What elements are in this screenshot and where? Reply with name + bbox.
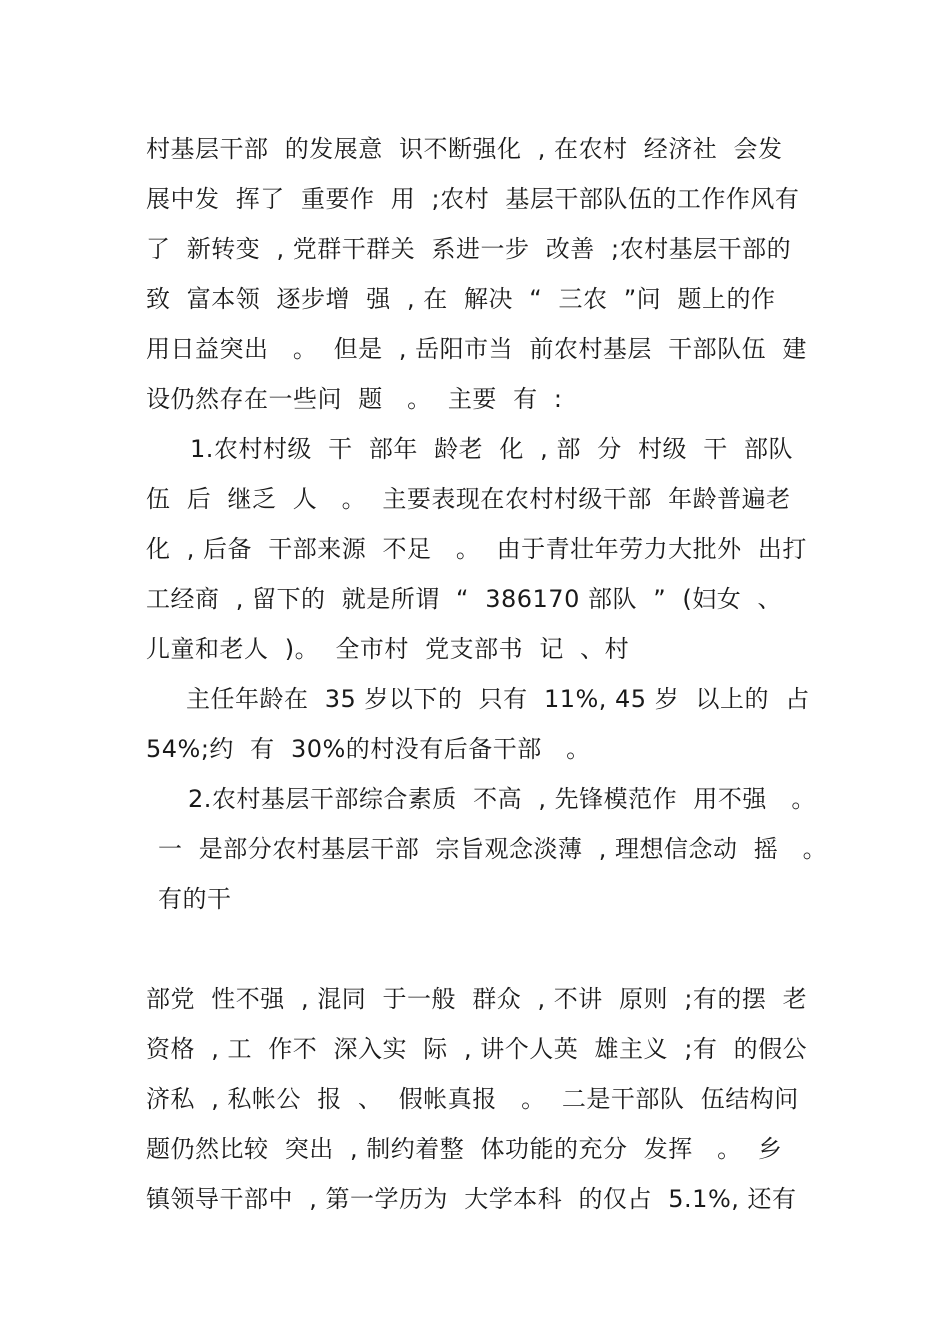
- text-line: 主任年龄在 35 岁以下的 只有 11%, 45 岁 以上的 占: [186, 685, 810, 713]
- text-line: 儿童和老人 )。 全市村 党支部书 记 、村: [146, 635, 630, 663]
- text-line: 展中发 挥了 重要作 用 ;农村 基层干部队伍的工作作风有: [146, 185, 800, 213]
- text-line: 2.农村基层干部综合素质 不高 , 先锋模范作 用不强 。: [188, 785, 816, 813]
- text-line: 用日益突出 。 但是 , 岳阳市当 前农村基层 干部队伍 建: [146, 335, 807, 363]
- text-line: 工经商 , 留下的 就是所谓 “ 386170 部队 ” (妇女 、: [146, 585, 783, 613]
- text-line: 资格 , 工 作不 深入实 际 , 讲个人英 雄主义 ;有 的假公: [146, 1035, 808, 1063]
- text-line: 设仍然存在一些问 题 。 主要 有 :: [146, 385, 563, 413]
- text-line: 致 富本领 逐步增 强 , 在 解决 “ 三农 ”问 题上的作: [146, 285, 776, 313]
- text-line: 54%;约 有 30%的村没有后备干部 。: [146, 735, 591, 763]
- text-line: 有的干: [158, 885, 232, 913]
- text-line: 镇领导干部中 , 第一学历为 大学本科 的仅占 5.1%, 还有: [146, 1185, 797, 1213]
- text-line: 部党 性不强 , 混同 于一般 群众 , 不讲 原则 ;有的摆 老: [146, 985, 808, 1013]
- text-line: 1.农村村级 干 部年 龄老 化 , 部 分 村级 干 部队: [190, 435, 793, 463]
- text-line: 伍 后 继乏 人 。 主要表现在农村村级干部 年龄普遍老: [146, 485, 791, 513]
- text-line: 一 是部分农村基层干部 宗旨观念淡薄 , 理想信念动 摇 。: [158, 835, 828, 863]
- text-line: 村基层干部 的发展意 识不断强化 , 在农村 经济社 会发: [146, 135, 783, 163]
- text-line: 化 , 后备 干部来源 不足 。 由于青壮年劳力大批外 出打: [146, 535, 807, 563]
- text-line: 题仍然比较 突出 , 制约着整 体功能的充分 发挥 。 乡: [146, 1135, 783, 1163]
- text-line: 济私 , 私帐公 报 、 假帐真报 。 二是干部队 伍结构问: [146, 1085, 799, 1113]
- text-line: 了 新转变 , 党群干群关 系进一步 改善 ;农村基层干部的: [146, 235, 792, 263]
